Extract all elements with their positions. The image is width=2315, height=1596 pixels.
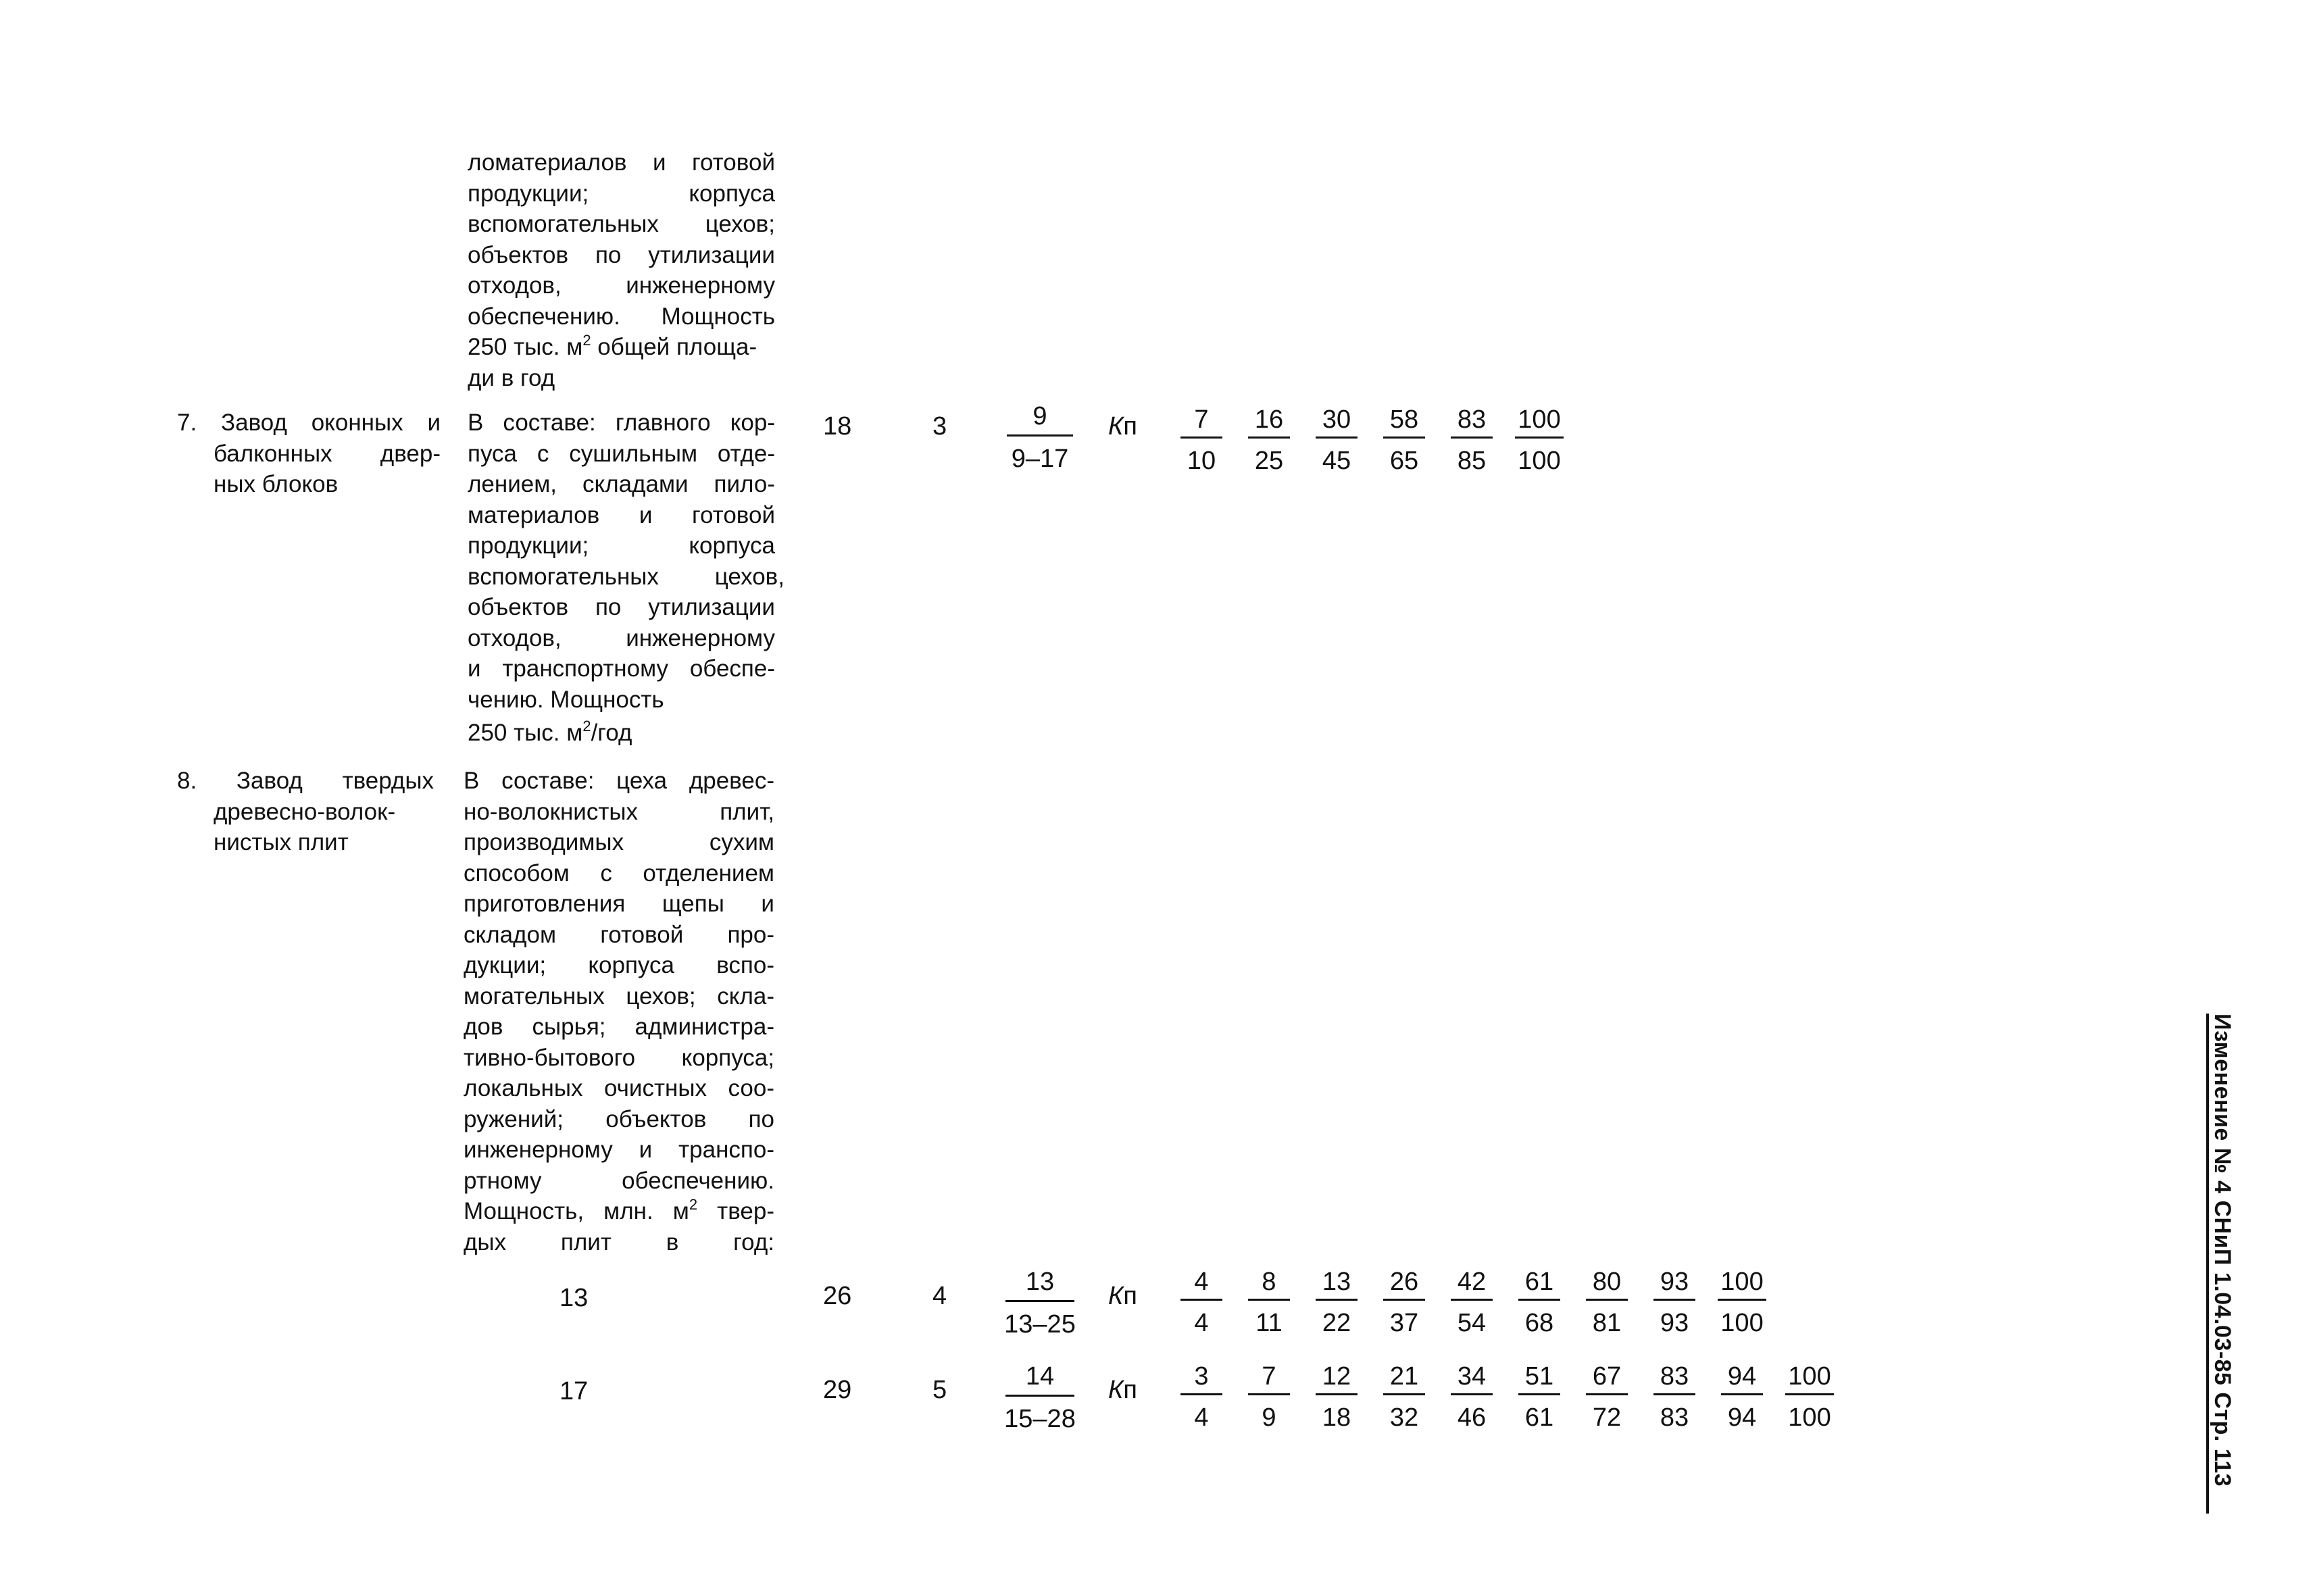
item8-row2-col-b: 5 bbox=[932, 1376, 947, 1404]
desc-line: продукции; корпуса bbox=[468, 532, 775, 559]
fraction-numerator: 21 bbox=[1383, 1361, 1425, 1395]
fraction-numerator: 61 bbox=[1518, 1266, 1560, 1301]
desc-line: ди в год bbox=[468, 364, 555, 391]
fraction bbox=[1243, 404, 1295, 476]
fraction-numerator: 100 bbox=[1785, 1361, 1833, 1395]
item8-row1-main-fraction bbox=[993, 1266, 1087, 1340]
fraction-numerator: 13 bbox=[1316, 1266, 1358, 1301]
desc-line: вспомогательных цехов, bbox=[468, 563, 785, 590]
fraction bbox=[1514, 404, 1565, 476]
fraction bbox=[1378, 404, 1430, 476]
fraction-numerator: 83 bbox=[1451, 404, 1493, 439]
fraction-numerator: 14 bbox=[1005, 1361, 1074, 1397]
desc-line: материалов и готовой bbox=[468, 501, 775, 528]
fraction-numerator: 94 bbox=[1721, 1361, 1763, 1395]
fraction-denominator: 100 bbox=[1518, 447, 1561, 475]
fraction-numerator: 7 bbox=[1180, 404, 1222, 439]
fraction bbox=[1446, 1266, 1497, 1339]
item7-name bbox=[177, 407, 441, 500]
fraction-numerator: 16 bbox=[1248, 404, 1290, 439]
fraction bbox=[1243, 1361, 1295, 1433]
desc-line: локальных очистных соо- bbox=[464, 1075, 774, 1101]
fraction-numerator: 67 bbox=[1586, 1361, 1628, 1395]
item8-description bbox=[464, 766, 774, 1257]
desc-line: лением, складами пило- bbox=[468, 471, 775, 497]
name-line: нистых плит bbox=[214, 829, 349, 855]
name-line: древесно-волок- bbox=[214, 798, 396, 825]
fraction-numerator: 34 bbox=[1451, 1361, 1493, 1395]
fraction bbox=[1649, 1361, 1700, 1433]
desc-line: ломатериалов и готовой bbox=[468, 149, 775, 176]
fraction bbox=[1784, 1361, 1835, 1433]
fraction bbox=[1581, 1266, 1633, 1339]
fraction-denominator: 9 bbox=[1262, 1403, 1276, 1432]
desc-line: 250 тыс. $м^2$ общей площа- bbox=[468, 332, 757, 360]
name-line: ных блоков bbox=[214, 471, 339, 497]
fraction-denominator: 83 bbox=[1660, 1403, 1689, 1432]
fraction-denominator: 37 bbox=[1389, 1309, 1419, 1337]
fraction bbox=[1176, 1361, 1227, 1433]
fraction-denominator: 81 bbox=[1592, 1309, 1622, 1337]
fraction-denominator: 13–25 bbox=[1004, 1310, 1076, 1339]
item8-row2-main-fraction bbox=[993, 1361, 1087, 1435]
fraction-numerator: 100 bbox=[1718, 1266, 1766, 1301]
desc-line: ртному обеспечению. bbox=[464, 1167, 774, 1194]
desc-line: тивно-бытового корпуса; bbox=[464, 1044, 774, 1071]
fraction-denominator: 100 bbox=[1788, 1403, 1831, 1432]
desc-line: могательных цехов; скла- bbox=[464, 982, 774, 1009]
fraction bbox=[1243, 1266, 1295, 1339]
fraction-numerator: 13 bbox=[1005, 1266, 1074, 1302]
item8-row1-kp-label: Кп bbox=[1108, 1282, 1137, 1310]
fraction-denominator: 72 bbox=[1592, 1403, 1622, 1432]
desc-line: чению. Мощность bbox=[468, 686, 664, 713]
desc-line: способом с отделением bbox=[464, 859, 774, 887]
desc-line: приготовления щепы и bbox=[464, 891, 774, 917]
fraction-denominator: 94 bbox=[1727, 1403, 1757, 1432]
item7-col-a: 18 bbox=[823, 412, 852, 441]
fraction-denominator: 61 bbox=[1524, 1403, 1554, 1432]
fraction-numerator: 12 bbox=[1316, 1361, 1358, 1395]
desc-line: дых плит в год: bbox=[464, 1228, 774, 1255]
name-line: балконных двер- bbox=[214, 440, 441, 467]
desc-line: обеспечению. Мощность bbox=[468, 303, 775, 330]
fraction-denominator: 45 bbox=[1322, 447, 1351, 475]
fraction bbox=[1176, 404, 1227, 476]
item8-row2-capacity: 17 bbox=[559, 1377, 589, 1405]
desc-line: и транспортному обеспе- bbox=[468, 655, 775, 682]
desc-line: дов сырья; администра- bbox=[464, 1014, 774, 1040]
fraction-denominator: 85 bbox=[1457, 447, 1487, 475]
fraction-denominator: 65 bbox=[1389, 447, 1419, 475]
desc-line: дукции; корпуса вспо- bbox=[464, 952, 774, 978]
fraction bbox=[1176, 1266, 1227, 1339]
fraction-denominator: 4 bbox=[1194, 1309, 1209, 1337]
fraction bbox=[1649, 1266, 1700, 1339]
desc-line: 250 тыс. $м^2$/год bbox=[468, 718, 632, 746]
fraction-denominator: 100 bbox=[1720, 1309, 1764, 1337]
desc-line: объектов по утилизации bbox=[468, 594, 775, 620]
desc-line: инженерному и транспо- bbox=[464, 1137, 774, 1163]
desc-line: В составе: цеха древес- bbox=[464, 768, 774, 794]
item7-main-fraction bbox=[1000, 401, 1080, 474]
fraction-numerator: 8 bbox=[1248, 1266, 1290, 1301]
fraction-denominator: 68 bbox=[1524, 1309, 1554, 1337]
fraction-denominator: 18 bbox=[1322, 1403, 1351, 1432]
fraction-denominator: 9–17 bbox=[1011, 445, 1069, 473]
desc-line: пуса с сушильным отде- bbox=[468, 440, 775, 467]
fraction bbox=[1311, 1361, 1362, 1433]
fraction bbox=[1446, 404, 1497, 476]
fraction bbox=[1311, 404, 1362, 476]
item7-description bbox=[468, 407, 785, 749]
desc-line: но-волокнистых плит, bbox=[464, 798, 774, 825]
fraction-denominator: 22 bbox=[1322, 1309, 1351, 1337]
desc-line: В составе: главного кор- bbox=[468, 409, 775, 436]
fraction-denominator: 54 bbox=[1457, 1309, 1487, 1337]
desc-line: вспомогательных цехов; bbox=[468, 211, 775, 237]
desc-line: Мощность, млн. $м^2$ твер- bbox=[464, 1196, 774, 1224]
fraction-numerator: 51 bbox=[1518, 1361, 1560, 1395]
desc-line: отходов, инженерному bbox=[468, 272, 775, 299]
fraction bbox=[1378, 1266, 1430, 1339]
fraction-denominator: 10 bbox=[1187, 447, 1216, 475]
fraction-numerator: 26 bbox=[1383, 1266, 1425, 1301]
continuation-description bbox=[468, 147, 775, 393]
item8-row2-kp-label: Кп bbox=[1108, 1376, 1137, 1404]
fraction bbox=[1446, 1361, 1497, 1433]
fraction-numerator: 9 bbox=[1007, 401, 1072, 437]
desc-line: объектов по утилизации bbox=[468, 241, 775, 268]
fraction-denominator: 4 bbox=[1194, 1403, 1209, 1432]
fraction bbox=[1716, 1361, 1768, 1433]
fraction-numerator: 80 bbox=[1586, 1266, 1628, 1301]
name-line: 8. Завод твердых bbox=[177, 768, 434, 794]
fraction bbox=[1716, 1266, 1768, 1339]
desc-line: продукции; корпуса bbox=[468, 180, 775, 207]
item7-col-b: 3 bbox=[932, 412, 947, 441]
fraction-denominator: 93 bbox=[1660, 1309, 1689, 1337]
fraction-numerator: 83 bbox=[1653, 1361, 1695, 1395]
fraction-numerator: 100 bbox=[1515, 404, 1563, 439]
fraction-numerator: 30 bbox=[1316, 404, 1358, 439]
name-line: 7. Завод оконных и bbox=[177, 409, 441, 436]
fraction-numerator: 58 bbox=[1383, 404, 1425, 439]
fraction bbox=[1378, 1361, 1430, 1433]
item8-row2-col-a: 29 bbox=[823, 1376, 852, 1404]
fraction bbox=[1581, 1361, 1633, 1433]
fraction-numerator: 7 bbox=[1248, 1361, 1290, 1395]
item8-row1-col-a: 26 bbox=[823, 1282, 852, 1310]
fraction-numerator: 42 bbox=[1451, 1266, 1493, 1301]
item8-row1-capacity: 13 bbox=[559, 1284, 589, 1312]
desc-line: отходов, инженерному bbox=[468, 624, 775, 651]
fraction bbox=[1514, 1266, 1565, 1339]
side-caption: Изменение № 4 СНиП 1.04.03-85 Стр. 113 bbox=[2210, 1014, 2235, 1487]
fraction bbox=[1311, 1266, 1362, 1339]
fraction-denominator: 15–28 bbox=[1004, 1405, 1076, 1433]
fraction bbox=[1514, 1361, 1565, 1433]
fraction-denominator: 32 bbox=[1389, 1403, 1419, 1432]
desc-line: ружений; объектов по bbox=[464, 1105, 774, 1132]
fraction-denominator: 46 bbox=[1457, 1403, 1487, 1432]
item8-row1-col-b: 4 bbox=[932, 1282, 947, 1310]
item7-kp-label: Кп bbox=[1108, 412, 1137, 441]
fraction-numerator: 93 bbox=[1653, 1266, 1695, 1301]
fraction-denominator: 11 bbox=[1255, 1309, 1283, 1337]
desc-line: производимых сухим bbox=[464, 829, 774, 855]
fraction-denominator: 25 bbox=[1254, 447, 1284, 475]
fraction-numerator: 4 bbox=[1180, 1266, 1222, 1301]
item8-name bbox=[177, 766, 434, 858]
fraction-numerator: 3 bbox=[1180, 1361, 1222, 1395]
desc-line: складом готовой про- bbox=[464, 921, 774, 948]
